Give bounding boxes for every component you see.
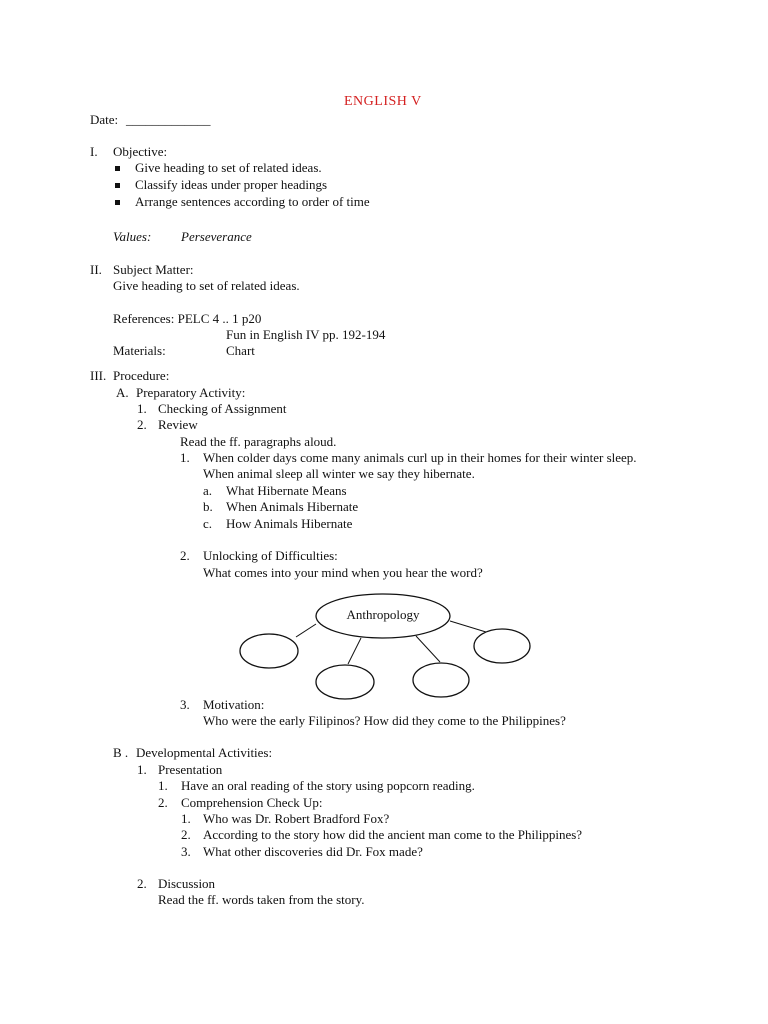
review-intro: Read the ff. paragraphs aloud. xyxy=(180,434,337,449)
list-item: Review xyxy=(158,417,198,432)
choice-letter: c. xyxy=(203,516,213,531)
review-paragraph-line-2: When animal sleep all winter we say they hibernate. xyxy=(203,466,475,481)
question-text: According to the story how did the ancient man come to the Philippines? xyxy=(203,827,583,842)
list-item-number: 2. xyxy=(137,417,147,432)
list-item-number: 1. xyxy=(181,811,191,826)
question-text: What other discoveries did Dr. Fox made? xyxy=(203,844,423,859)
presentation-heading: Presentation xyxy=(158,762,223,777)
bullet-icon xyxy=(115,200,120,205)
part-b-letter: B . xyxy=(113,745,129,760)
choice-text: What Hibernate Means xyxy=(226,483,347,498)
blank-ellipse xyxy=(413,663,469,697)
date-label: Date: xyxy=(90,112,119,127)
list-item: Have an oral reading of the story using popcorn reading. xyxy=(181,778,475,793)
choice-text: How Animals Hibernate xyxy=(226,516,353,531)
part-b-heading: Developmental Activities: xyxy=(136,745,273,760)
date-blank: _____________ xyxy=(126,112,211,127)
part-a-letter: A. xyxy=(116,385,129,400)
objective-item: Arrange sentences according to order of time xyxy=(135,194,370,209)
list-item-number: 3. xyxy=(181,844,191,859)
values-text: Perseverance xyxy=(181,229,252,244)
document-title: ENGLISH V xyxy=(344,94,422,109)
list-item-number: 2. xyxy=(181,827,191,842)
materials-text: Chart xyxy=(226,343,255,358)
section-2-number: II. xyxy=(90,262,102,277)
list-item: Comprehension Check Up: xyxy=(181,795,323,810)
unlocking-heading: Unlocking of Difficulties: xyxy=(203,548,338,563)
section-3-number: III. xyxy=(90,368,107,383)
connector-line xyxy=(416,636,440,662)
list-item-number: 1. xyxy=(180,450,190,465)
blank-ellipse xyxy=(240,634,298,668)
bullet-icon xyxy=(115,183,120,188)
choice-letter: b. xyxy=(203,499,213,514)
list-item-number: 1. xyxy=(158,778,168,793)
section-1-number: I. xyxy=(90,144,98,159)
list-item-number: 2. xyxy=(137,876,147,891)
center-ellipse xyxy=(316,594,450,638)
blank-ellipse xyxy=(474,629,530,663)
section-3-heading: Procedure: xyxy=(113,368,170,383)
discussion-heading: Discussion xyxy=(158,876,216,891)
objective-item: Give heading to set of related ideas. xyxy=(135,160,322,175)
values-label: Values: xyxy=(113,229,152,244)
connector-line xyxy=(348,638,361,664)
list-item-number: 2. xyxy=(180,548,190,563)
bullet-icon xyxy=(115,166,120,171)
subject-matter-text: Give heading to set of related ideas. xyxy=(113,278,300,293)
review-paragraph-line-1: When colder days come many animals curl up in their homes for their winter sleep. xyxy=(203,450,637,465)
section-2-heading: Subject Matter: xyxy=(113,262,194,277)
discussion-text: Read the ff. words taken from the story. xyxy=(158,892,365,907)
choice-letter: a. xyxy=(203,483,213,498)
part-a-heading: Preparatory Activity: xyxy=(136,385,246,400)
list-item: Checking of Assignment xyxy=(158,401,287,416)
objective-item: Classify ideas under proper headings xyxy=(135,177,328,192)
list-item-number: 1. xyxy=(137,401,147,416)
section-1-heading: Objective: xyxy=(113,144,168,159)
motivation-text: Who were the early Filipinos? How did they come to the Philippines? xyxy=(203,713,566,728)
choice-text: When Animals Hibernate xyxy=(226,499,359,514)
references-line-2: Fun in English IV pp. 192-194 xyxy=(226,327,386,342)
references-label: References: PELC 4 .. 1 p20 xyxy=(113,311,262,326)
blank-ellipse xyxy=(316,665,374,699)
connector-line xyxy=(450,621,486,632)
connector-line xyxy=(296,624,316,637)
list-item-number: 3. xyxy=(180,697,190,712)
question-text: Who was Dr. Robert Bradford Fox? xyxy=(203,811,390,826)
unlocking-text: What comes into your mind when you hear the word? xyxy=(203,565,483,580)
list-item-number: 1. xyxy=(137,762,147,777)
materials-label: Materials: xyxy=(113,343,166,358)
center-word: Anthropology xyxy=(346,607,420,622)
list-item-number: 2. xyxy=(158,795,168,810)
motivation-heading: Motivation: xyxy=(203,697,265,712)
